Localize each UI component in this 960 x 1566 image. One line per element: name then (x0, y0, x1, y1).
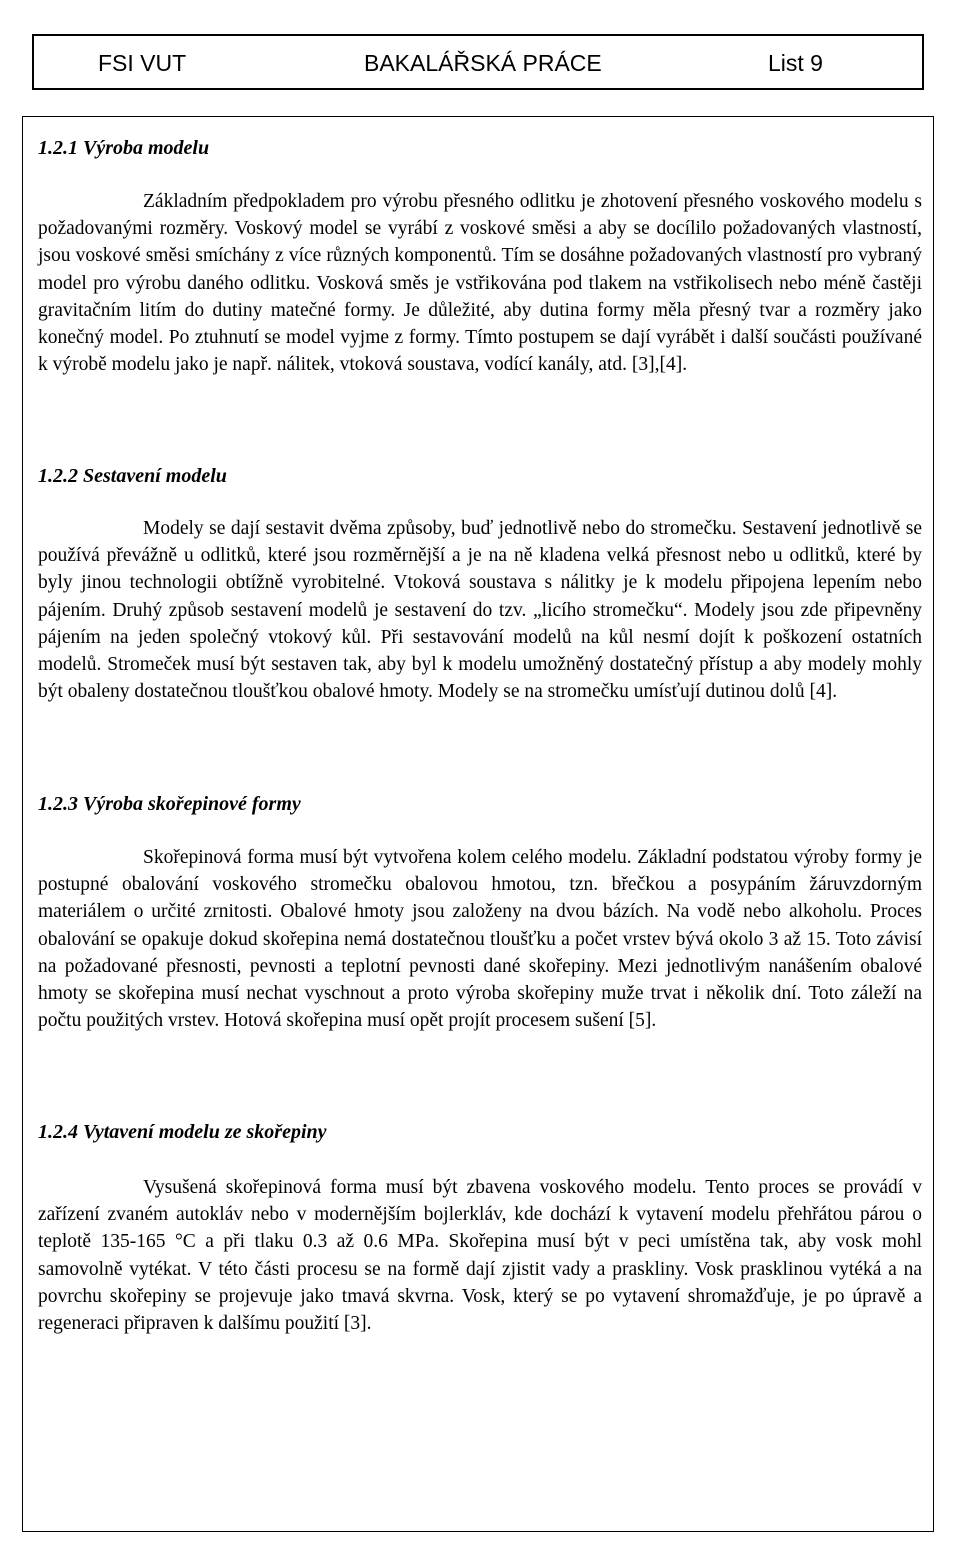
section-paragraph-1-2-3: Skořepinová forma musí být vytvořena kolem celého modelu. Základní podstatou výroby formy je postupné obalování voskového stromečku obalovou hmotou, tzn. břečkou a posypáním žáruvzdorným materiálem o určité zrnitosti. Obalové hmoty jsou založeny na dvou bázích. Na vodě nebo alkoholu. Proces obalování se opakuje dokud skořepina nemá dostatečnou tloušťku a počet vrstev bývá okolo 3 až 15. Toto závisí na požadované přesnosti, pevnosti a teplotní pevnosti dané skořepiny. Mezi jednotlivým nanášením obalové hmoty se skořepina musí nechat vyschnout a proto výroba skořepiny muže trvat i několik dní. Toto záleží na počtu použitých vrstev. Hotová skořepina musí opět projít procesem sušení [5]. (38, 847, 922, 1032)
section-heading-1-2-3: 1.2.3 Výroba skořepinové formy (38, 793, 301, 815)
section-heading-1-2-2: 1.2.2 Sestavení modelu (38, 465, 227, 487)
section-paragraph-1-2-2: Modely se dají sestavit dvěma způsoby, buď jednotlivě nebo do stromečku. Sestavení jednotlivě se používá převážně u odlitků, které jsou rozměrnější a je na ně kladena velká přesnost nebo u odlitků, které by byly jinou technologii obtížně vyrobitelné. Vtoková soustava s nálitky je k modelu připojena lepením nebo pájením. Druhý způsob sestavení modelů je sestavení do tzv. „licího stromečku“. Modely jsou zde připevněny pájením na jeden společný vtokový kůl. Při sestavování modelů na kůl nesmí dojít k poškození ostatních modelů. Stromeček musí být sestaven tak, aby byl k modelu umožněný dostatečný přístup a aby modely mohly být obaleny dostatečnou tloušťkou obalové hmoty. Modely se na stromečku umísťují dutinou dolů [4]. (38, 518, 922, 703)
section-heading-1-2-1: 1.2.1 Výroba modelu (38, 137, 210, 159)
section-paragraph-1-2-4: Vysušená skořepinová forma musí být zbavena voskového modelu. Tento proces se provádí v zařízení zvaném autokláv nebo v modernějším bojlerkláv, kde dochází k vytavení modelu přehřátou párou o teplotě 135-165 °C a při tlaku 0.3 až 0.6 MPa. Skořepina musí být v peci umístěna tak, aby vosk mohl samovolně vytékat. V této části procesu se na formě dají zjistit vady a praskliny. Vosk prasklinou vytéká a na povrchu skořepiny se projevuje jako tmavá skvrna. Vosk, který se po vytavení shromažďuje, je po úpravě a regeneraci připraven k dalšímu použití [3]. (38, 1177, 922, 1335)
page-header (32, 34, 924, 90)
header-page-number: List 9 (768, 50, 823, 76)
header-document-type: BAKALÁŘSKÁ PRÁCE (364, 50, 602, 76)
section-paragraph-1-2-1: Základním předpokladem pro výrobu přesného odlitku je zhotovení přesného voskového modelu s požadovanými rozměry. Voskový model se vyrábí z voskové směsi a aby se docílilo požadovaných vlastností, jsou voskové směsi smíchány z více různých komponentů. Tím se dosáhne požadovaných vlastností pro vybraný model pro výrobu daného odlitku. Vosková směs je vstřikována pod tlakem na vstřikolisech nebo méně častěji gravitačním litím do dutiny matečné formy. Je důležité, aby dutina formy měla přesný tvar a rozměry jako konečný model. Po ztuhnutí se model vyjme z formy. Tímto postupem se dají vyrábět i další součásti používané k výrobě modelu jako je např. nálitek, vtoková soustava, vodící kanály, atd. [3],[4]. (38, 191, 922, 376)
section-heading-1-2-4: 1.2.4 Vytavení modelu ze skořepiny (38, 1121, 327, 1143)
header-institution: FSI VUT (98, 50, 187, 76)
